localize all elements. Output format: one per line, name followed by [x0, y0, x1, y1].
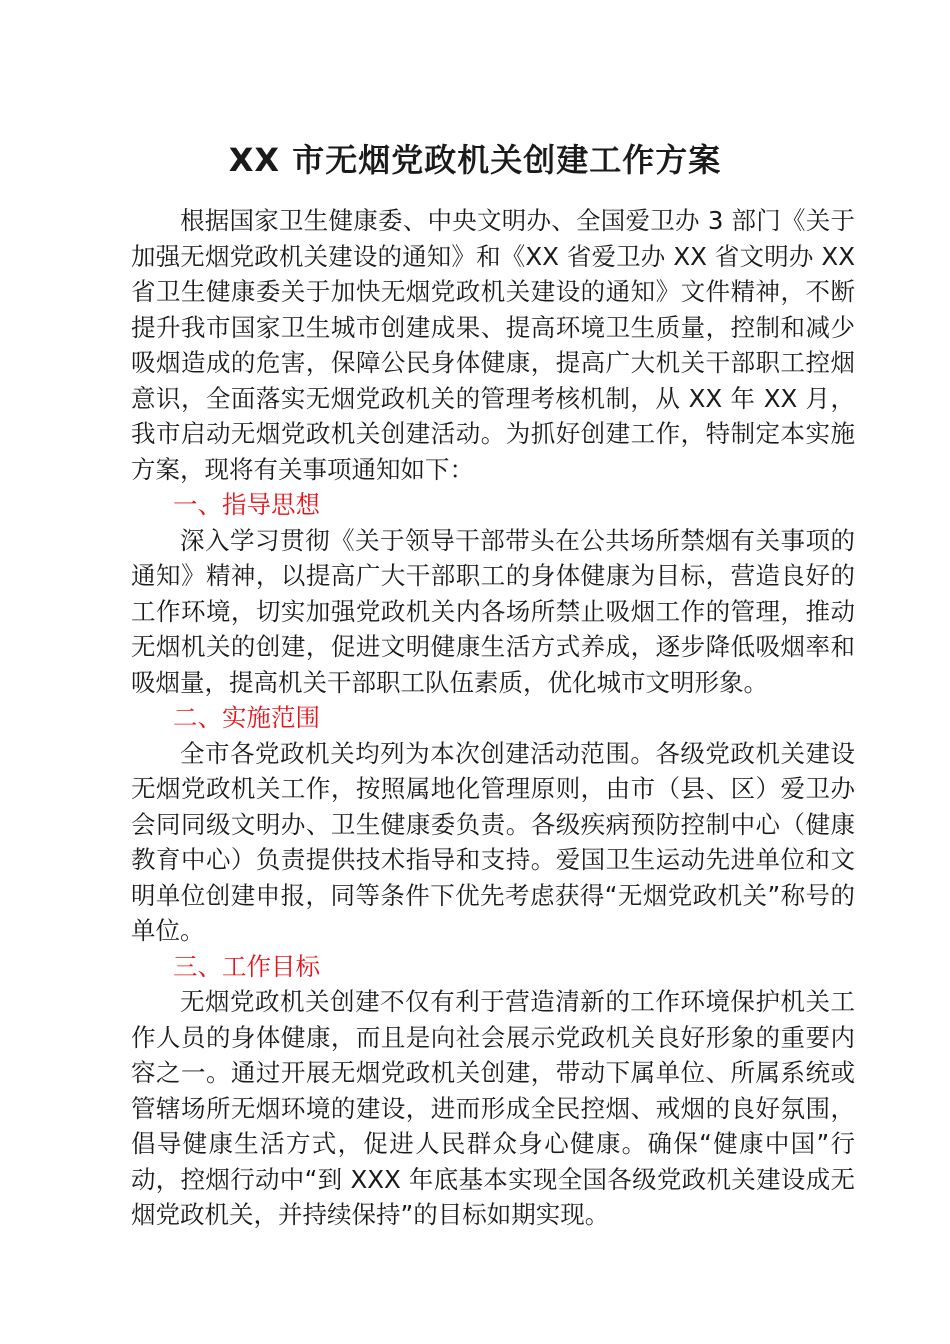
section-heading-scope: 二、实施范围 — [173, 703, 320, 732]
section-heading-work-goals: 三、工作目标 — [173, 951, 320, 981]
section-paragraph-work-goals: 无烟党政机关创建不仅有利于营造清新的工作环境保护机关工作人员的身体健康，而且是向社会展示党政机关良好形象的重要内容之一。通过开展无烟党政机关创建，带动下属单位、所属系统或管辖场所无烟环境的建设，进而形成全民控烟、戒烟的良好氛围，倡导健康生活方式，促进人民群众身心健康。确保“健康中国”行动，控烟行动中“到 XXX 年底基本实现全国各级党政机关建设成无烟党政机关，并持续保持”的目标如期实现。 — [131, 987, 855, 1229]
section-paragraph-scope: 全市各党政机关均列为本次创建活动范围。各级党政机关建设无烟党政机关工作，按照属地化管理原则，由市（县、区）爱卫办会同同级文明办、卫生健康委负责。各级疾病预防控制中心（健康教育中心）负责提供技术指导和支持。爱国卫生运动先进单位和文明单位创建申报，同等条件下优先考虑获得“无烟党政机关”称号的单位。 — [131, 738, 855, 945]
document-body — [131, 203, 855, 1233]
intro-paragraph: 根据国家卫生健康委、中央文明办、全国爱卫办 3 部门《关于加强无烟党政机关建设的通知》和《XX 省爱卫办 XX 省文明办 XX 省卫生健康委关于加快无烟党政机关建设的通知》文件精神，不断提升我市国家卫生城市创建成果、提高环境卫生质量，控制和减少吸烟造成的危害，保障公民身体健康，提高广大机关干部职工控烟意识，全面落实无烟党政机关的管理考核机制，从 XX 年 XX 月，我市启动无烟党政机关创建活动。为抓好创建工作，特制定本实施方案，现将有关事项通知如下： — [131, 206, 855, 484]
section-paragraph-guiding-ideology: 深入学习贯彻《关于领导干部带头在公共场所禁烟有关事项的通知》精神，以提高广大干部职工的身体健康为目标，营造良好的工作环境，切实加强党政机关内各场所禁止吸烟工作的管理，推动无烟机关的创建，促进文明健康生活方式养成，逐步降低吸烟率和吸烟量，提高机关干部职工队伍素质，优化城市文明形象。 — [131, 525, 855, 697]
document-title: XX 市无烟党政机关创建工作方案 — [228, 141, 722, 179]
section-heading-guiding-ideology: 一、指导思想 — [173, 490, 320, 519]
